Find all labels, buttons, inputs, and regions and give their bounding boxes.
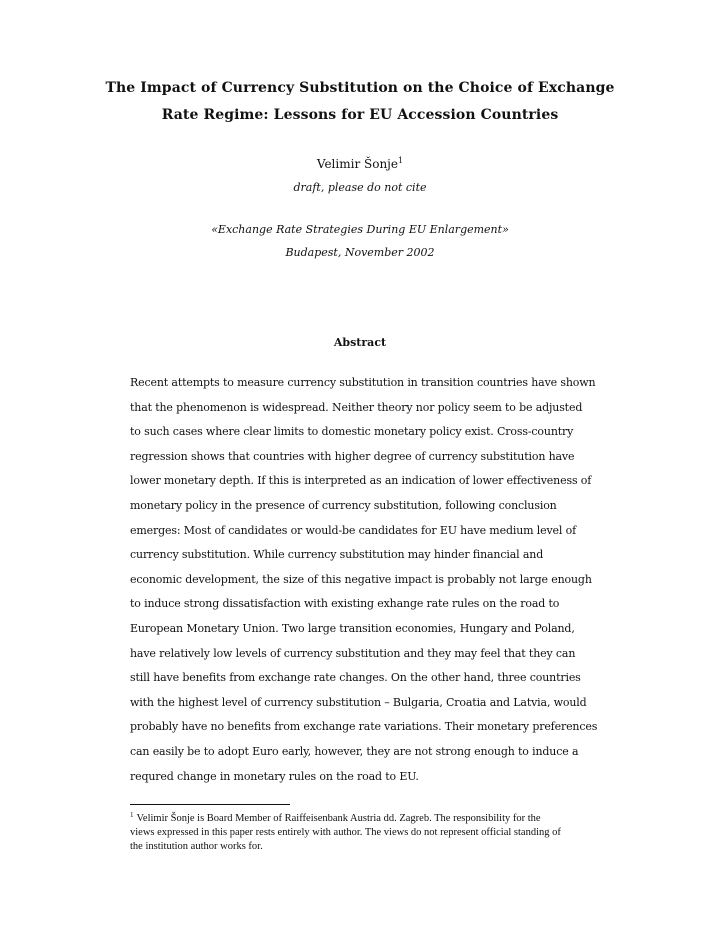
abstract-body xyxy=(130,374,600,792)
abstract-line: still have benefits from exchange rate changes. On the other hand, three countries xyxy=(130,671,581,685)
abstract-line: probably have no benefits from exchange rate variations. Their monetary preferences xyxy=(130,720,598,734)
abstract-line: regression shows that countries with higher degree of currency substitution have xyxy=(130,449,575,463)
abstract-line: monetary policy in the presence of currency substitution, following conclusion xyxy=(130,498,557,512)
draft-note: draft, please do not cite xyxy=(293,181,427,194)
location-date: Budapest, November 2002 xyxy=(285,246,435,259)
footnote-line-2: views expressed in this paper rests entirely with author. The views do not represent official standing of xyxy=(130,827,561,838)
author-footnote-mark: 1 xyxy=(398,156,404,165)
abstract-heading: Abstract xyxy=(333,336,387,349)
abstract-line: Recent attempts to measure currency substitution in transition countries have shown xyxy=(130,376,596,389)
abstract-line: currency substitution. While currency substitution may hinder financial and xyxy=(130,548,544,562)
footnote-line-1 xyxy=(130,812,600,826)
abstract-line: to induce strong dissatisfaction with existing exhange rate rules on the road to xyxy=(130,597,560,611)
abstract-line: can easily be to adopt Euro early, however, they are not strong enough to induce a xyxy=(130,744,579,758)
abstract-line: that the phenomenon is widespread. Neither theory nor policy seem to be adjusted xyxy=(130,400,583,414)
footnote-text-1: Velimir Šonje is Board Member of Raiffeisenbank Austria dd. Zagreb. The responsibility for the xyxy=(136,813,541,824)
author-name-text: Velimir Šonje xyxy=(316,157,398,171)
footnote-mark: 1 xyxy=(130,810,134,819)
paper-title-line-1: The Impact of Currency Substitution on the Choice of Exchange xyxy=(105,80,615,96)
footnote-line-3: the institution author works for. xyxy=(130,841,263,852)
abstract-line: with the highest level of currency substitution – Bulgaria, Croatia and Latvia, would xyxy=(130,695,587,709)
abstract-line: economic development, the size of this negative impact is probably not large enough xyxy=(130,572,592,586)
conference-name: «Exchange Rate Strategies During EU Enlargement» xyxy=(211,223,509,236)
footnote-separator xyxy=(130,804,290,805)
abstract-line: emerges: Most of candidates or would-be candidates for EU have medium level of xyxy=(130,523,577,537)
abstract-line: to such cases where clear limits to domestic monetary policy exist. Cross-country xyxy=(130,425,574,439)
abstract-line: European Monetary Union. Two large transition economies, Hungary and Poland, xyxy=(130,621,575,635)
footnote xyxy=(130,812,600,854)
author-name xyxy=(90,157,630,171)
abstract-line: have relatively low levels of currency substitution and they may feel that they can xyxy=(130,646,576,660)
paper-title-line-2: Rate Regime: Lessons for EU Accession Countries xyxy=(161,107,559,123)
abstract-line: lower monetary depth. If this is interpreted as an indication of lower effectiveness of xyxy=(130,474,592,488)
abstract-line: requred change in monetary rules on the road to EU. xyxy=(130,769,419,783)
